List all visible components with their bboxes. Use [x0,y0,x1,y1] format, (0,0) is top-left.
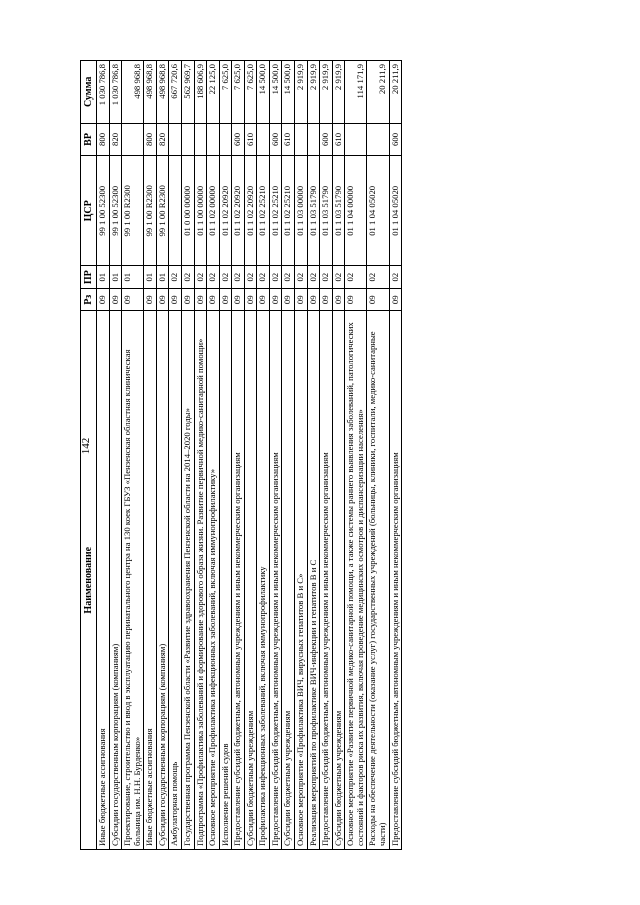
cell-csr: 01 1 04 05020 [367,156,389,266]
cell-vr: 600 [269,123,282,156]
cell-vr: 820 [156,123,169,156]
cell-name: Государственная программа Пензенской области «Развитие здравоохранения Пензенской области на 2014–2020 годы» [181,311,194,850]
cell-pr: 02 [345,266,367,289]
cell-vr: 610 [332,123,345,156]
cell-vr [367,123,389,156]
cell-sum: 114 171,9 [345,61,367,124]
cell-vr [122,123,144,156]
cell-vr [307,123,320,156]
cell-rz: 09 [144,288,157,311]
cell-vr [219,123,232,156]
cell-csr: 01 0 00 00000 [181,156,194,266]
cell-name: Субсидии бюджетным учреждениям [244,311,257,850]
cell-sum: 562 969,7 [181,61,194,124]
cell-csr: 99 1 00 R2300 [156,156,169,266]
table-row [389,61,402,850]
cell-csr: 01 1 02 20920 [244,156,257,266]
cell-csr: 01 1 03 00000 [295,156,308,266]
cell-rz: 09 [332,288,345,311]
cell-rz: 09 [389,288,402,311]
cell-rz: 09 [282,288,295,311]
cell-csr: 99 1 00 52300 [109,156,122,266]
cell-pr: 02 [244,266,257,289]
cell-pr: 01 [122,266,144,289]
cell-name: Предоставление субсидий бюджетным, автономным учреждениям и иным некоммерческим организациям [320,311,333,850]
cell-name: Реализация мероприятий по профилактике ВИЧ-инфекции и гепатитов В и С [307,311,320,850]
table-row [122,61,144,850]
cell-rz: 09 [307,288,320,311]
cell-name: Субсидии бюджетным учреждениям [332,311,345,850]
cell-rz: 09 [97,288,110,311]
cell-sum: 188 606,9 [194,61,207,124]
cell-name: Основное мероприятие «Профилактика инфекционных заболеваний, включая иммунопрофилактику» [207,311,220,850]
table-row [320,61,333,850]
cell-rz: 09 [257,288,270,311]
cell-vr [169,123,182,156]
cell-sum: 14 500,0 [282,61,295,124]
cell-csr: 01 1 03 51790 [320,156,333,266]
cell-rz: 09 [194,288,207,311]
cell-pr: 01 [109,266,122,289]
cell-name: Подпрограмма «Профилактика заболеваний и формирование здорового образа жизни. Развитие первичной медико-санитарной помощи» [194,311,207,850]
cell-pr: 02 [295,266,308,289]
table-row [345,61,367,850]
cell-rz: 09 [367,288,389,311]
cell-name: Проектирование, строительство и ввод в эксплуатацию перинатального центра на 130 коек ГБУЗ «Пензенская областная клиническая больница им. Н.Н. Бурденко» [122,311,144,850]
cell-vr: 820 [109,123,122,156]
cell-rz: 09 [244,288,257,311]
header-name: Наименование [81,311,97,850]
cell-rz: 09 [232,288,245,311]
cell-sum: 7 625,0 [244,61,257,124]
table-row [295,61,308,850]
cell-name: Предоставление субсидий бюджетным, автономным учреждениям и иным некоммерческим организациям [232,311,245,850]
table-row [219,61,232,850]
cell-vr: 600 [232,123,245,156]
table-row [207,61,220,850]
cell-sum: 22 125,0 [207,61,220,124]
cell-pr: 02 [219,266,232,289]
cell-pr: 02 [332,266,345,289]
cell-rz: 09 [181,288,194,311]
cell-sum: 2 919,9 [295,61,308,124]
table-header-row [81,61,97,850]
cell-sum: 1 030 786,8 [97,61,110,124]
cell-pr: 02 [194,266,207,289]
cell-vr: 610 [244,123,257,156]
cell-vr [194,123,207,156]
cell-sum: 2 919,9 [307,61,320,124]
cell-rz: 09 [269,288,282,311]
cell-pr: 02 [389,266,402,289]
cell-vr: 610 [282,123,295,156]
cell-csr: 01 1 02 00000 [207,156,220,266]
cell-rz: 09 [320,288,333,311]
cell-name: Иные бюджетные ассигнования [144,311,157,850]
cell-vr: 600 [320,123,333,156]
table-row [97,61,110,850]
cell-pr: 02 [269,266,282,289]
cell-name: Амбулаторная помощь [169,311,182,850]
cell-sum: 20 211,9 [389,61,402,124]
cell-name: Предоставление субсидий бюджетным, автономным учреждениям и иным некоммерческим организациям [269,311,282,850]
cell-sum: 498 968,8 [144,61,157,124]
cell-name: Профилактика инфекционных заболеваний, включая иммунопрофилактику [257,311,270,850]
cell-csr: 99 1 00 52300 [97,156,110,266]
cell-name: Субсидии государственным корпорациям (компаниям) [156,311,169,850]
cell-pr: 01 [156,266,169,289]
table-row [257,61,270,850]
cell-rz: 09 [156,288,169,311]
table-row [109,61,122,850]
cell-csr [169,156,182,266]
cell-vr [181,123,194,156]
table-row [144,61,157,850]
cell-vr [345,123,367,156]
cell-rz: 09 [219,288,232,311]
cell-rz: 09 [169,288,182,311]
header-pr: ПР [81,266,97,289]
cell-csr: 01 1 02 20920 [219,156,232,266]
cell-vr: 600 [389,123,402,156]
table-row [181,61,194,850]
cell-name: Исполнение решений судов [219,311,232,850]
cell-vr: 800 [97,123,110,156]
cell-pr: 02 [207,266,220,289]
budget-table [80,60,402,850]
cell-vr [295,123,308,156]
cell-vr [207,123,220,156]
table-row [367,61,389,850]
table-row [269,61,282,850]
cell-pr: 02 [320,266,333,289]
cell-vr [257,123,270,156]
table-row [244,61,257,850]
cell-csr: 01 1 02 25210 [269,156,282,266]
cell-csr: 01 1 04 00000 [345,156,367,266]
cell-pr: 01 [97,266,110,289]
cell-sum: 14 500,0 [269,61,282,124]
cell-vr: 800 [144,123,157,156]
cell-sum: 498 968,8 [122,61,144,124]
table-row [307,61,320,850]
table-row [282,61,295,850]
cell-name: Предоставление субсидий бюджетным, автономным учреждениям и иным некоммерческим организациям [389,311,402,850]
cell-name: Основное мероприятие «Развитие первичной медико-санитарной помощи, а также системы раннего выявления заболеваний, патологических состояний и факторов риска их развития, включая проведение медицинских осмотров и диспансеризации населения» [345,311,367,850]
cell-pr: 02 [282,266,295,289]
cell-sum: 667 720,6 [169,61,182,124]
table-row [232,61,245,850]
cell-sum: 2 919,9 [320,61,333,124]
cell-rz: 09 [295,288,308,311]
cell-sum: 7 625,0 [232,61,245,124]
table-row [169,61,182,850]
cell-sum: 498 968,8 [156,61,169,124]
cell-csr: 01 1 03 51790 [307,156,320,266]
cell-sum: 2 919,9 [332,61,345,124]
cell-sum: 20 211,9 [367,61,389,124]
cell-rz: 09 [122,288,144,311]
header-sum: Сумма [81,61,97,124]
cell-csr: 01 1 02 25210 [257,156,270,266]
header-rz: Рз [81,288,97,311]
cell-csr: 01 1 03 51790 [332,156,345,266]
table-row [332,61,345,850]
rotated-table-container [80,60,590,850]
cell-sum: 1 030 786,8 [109,61,122,124]
cell-sum: 14 500,0 [257,61,270,124]
cell-pr: 02 [169,266,182,289]
header-csr: ЦСР [81,156,97,266]
table-body [97,61,402,850]
cell-pr: 02 [232,266,245,289]
cell-sum: 7 625,0 [219,61,232,124]
cell-csr: 01 1 04 05020 [389,156,402,266]
cell-pr: 02 [181,266,194,289]
cell-rz: 09 [207,288,220,311]
cell-rz: 09 [109,288,122,311]
table-row [156,61,169,850]
table-row [194,61,207,850]
cell-pr: 02 [307,266,320,289]
cell-csr: 01 1 00 00000 [194,156,207,266]
cell-csr: 01 1 02 25210 [282,156,295,266]
cell-pr: 02 [257,266,270,289]
cell-pr: 02 [367,266,389,289]
cell-rz: 09 [345,288,367,311]
cell-name: Основное мероприятие «Профилактика ВИЧ, вирусных гепатитов В и С» [295,311,308,850]
cell-csr: 99 1 00 R2300 [144,156,157,266]
header-vr: ВР [81,123,97,156]
cell-csr: 01 1 02 20920 [232,156,245,266]
cell-name: Субсидии государственным корпорациям (компаниям) [109,311,122,850]
page-number: 142 [80,437,92,455]
cell-csr: 99 1 00 R2300 [122,156,144,266]
cell-name: Субсидии бюджетным учреждениям [282,311,295,850]
cell-name: Иные бюджетные ассигнования [97,311,110,850]
cell-name: Расходы на обеспечение деятельности (оказание услуг) государственных учреждений (больницы, клиники, госпитали, медико-санитарные части) [367,311,389,850]
cell-pr: 01 [144,266,157,289]
